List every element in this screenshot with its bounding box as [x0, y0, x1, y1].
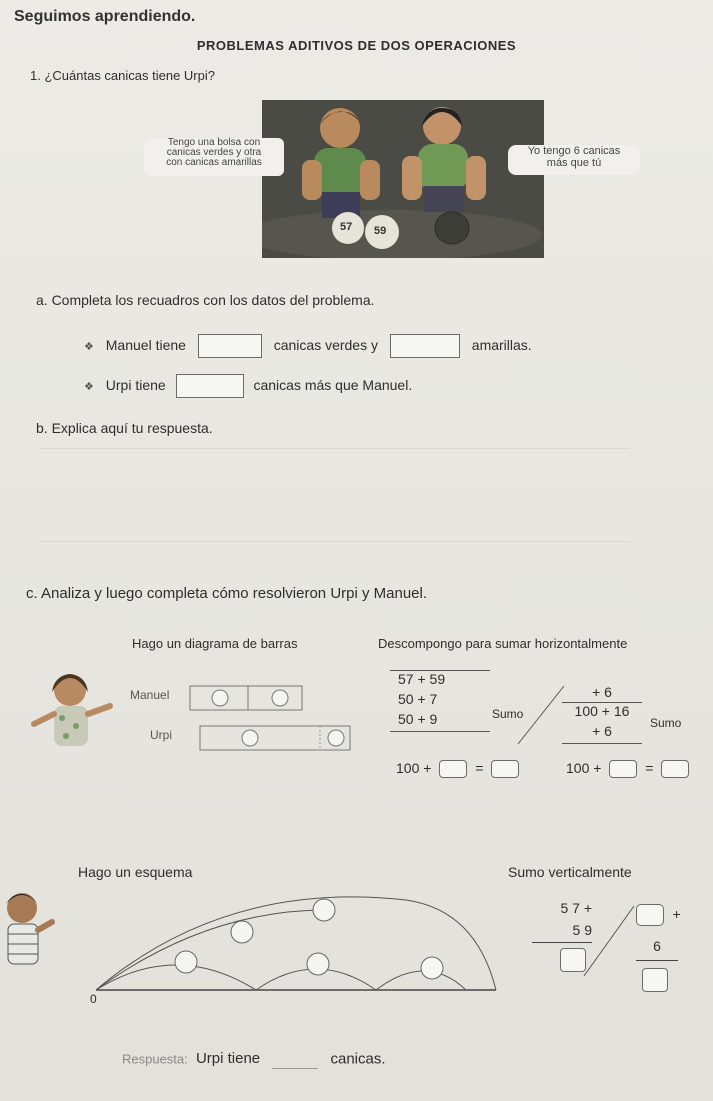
question-1: 1. ¿Cuántas canicas tiene Urpi?: [30, 68, 215, 83]
circle-slot[interactable]: [231, 921, 253, 943]
eq-prefix: 100 +: [396, 760, 432, 776]
eq-box[interactable]: [609, 760, 637, 778]
decompose-line: + 6: [562, 723, 642, 744]
left-bubble-line: con canicas amarillas: [166, 157, 262, 168]
answer-before: Urpi tiene: [195, 1050, 261, 1068]
left-speech-bubble: [144, 138, 284, 176]
right-speech-bubble: [508, 145, 640, 175]
vertical-right: [636, 904, 696, 926]
circle-slot[interactable]: [421, 957, 443, 979]
eq-sign: =: [475, 760, 484, 776]
circle-slot[interactable]: [313, 899, 335, 921]
circle-slot[interactable]: [175, 951, 197, 973]
part-b-label: b. Explica aquí tu respuesta.: [36, 420, 213, 436]
vertical-sum-title: Sumo verticalmente: [508, 864, 632, 880]
line1-middle: canicas verdes y: [273, 337, 378, 353]
bullet-icon: ❖: [84, 381, 94, 393]
eq-result-box[interactable]: [491, 760, 519, 778]
right-bubble-line: más que tú: [546, 157, 602, 169]
eq-box[interactable]: [439, 760, 467, 778]
sumo-label: Sumo: [492, 707, 524, 721]
equation-left: [396, 760, 519, 778]
answer-line: [122, 1050, 386, 1069]
circle-slot[interactable]: [328, 730, 344, 746]
vertical-right-six: 6: [636, 938, 678, 961]
vertical-line: 5 9: [532, 922, 592, 943]
sumo-label: Sumo: [650, 716, 682, 730]
bag-label: 57: [340, 221, 353, 233]
circle-slot[interactable]: [242, 730, 258, 746]
right-bubble-line: Yo tengo 6 canicas: [527, 145, 621, 157]
arc-scheme: [86, 890, 506, 1000]
decompose-line: + 6: [592, 684, 612, 700]
bar-label-manuel: Manuel: [130, 688, 170, 702]
part-a-line-2: [84, 372, 412, 398]
circle-slot[interactable]: [272, 690, 288, 706]
decompose-left-block: [390, 670, 490, 732]
worksheet-title: PROBLEMAS ADITIVOS DE DOS OPERACIONES: [196, 38, 517, 53]
answer-box-difference[interactable]: [176, 374, 244, 398]
answer-box-yellow[interactable]: [390, 334, 460, 358]
part-c-label: c. Analiza y luego completa cómo resolvieron Urpi y Manuel.: [26, 585, 428, 602]
eq-sign: =: [645, 760, 654, 776]
vertical-result-box[interactable]: [642, 968, 668, 992]
scheme-zero: 0: [90, 992, 97, 1006]
answer-after: canicas.: [330, 1050, 386, 1068]
decompose-title: Descompongo para sumar horizontalmente: [378, 636, 628, 651]
bar-label-urpi: Urpi: [150, 728, 173, 742]
bar-diagram: [180, 680, 360, 760]
line2-before: Urpi tiene: [105, 377, 166, 393]
girl-figure: [30, 668, 120, 758]
decompose-arrow: [510, 680, 570, 750]
part-a-label: a. Completa los recuadros con los datos del problema.: [36, 292, 375, 308]
bullet-icon: ❖: [84, 341, 94, 353]
answer-label: Respuesta:: [122, 1051, 188, 1067]
circle-slot[interactable]: [212, 690, 228, 706]
decompose-line: 50 + 7: [398, 691, 438, 707]
answer-box-green[interactable]: [198, 334, 262, 358]
boy-figure: [0, 882, 64, 978]
circle-slot[interactable]: [307, 953, 329, 975]
vertical-plus: +: [672, 906, 681, 923]
decompose-line: 50 + 9: [390, 711, 490, 732]
bag-label: 59: [374, 225, 387, 237]
left-bubble-line: canicas verdes y otra: [166, 147, 262, 158]
equation-right: [566, 760, 689, 778]
left-bubble-line: Tengo una bolsa con: [167, 137, 261, 148]
answer-blank[interactable]: [272, 1050, 318, 1069]
children-marbles-drawing: [262, 100, 544, 258]
vertical-arrow: [580, 900, 640, 980]
line1-before: Manuel tiene: [105, 337, 186, 353]
section-header: Seguimos aprendiendo.: [14, 8, 196, 25]
scheme-title: Hago un esquema: [78, 864, 193, 880]
children-illustration: [166, 100, 621, 258]
part-a-line-1: [84, 332, 532, 358]
line1-after: amarillas.: [471, 337, 532, 353]
decompose-line: 57 + 59: [390, 670, 490, 691]
vertical-line: 5 7 +: [560, 900, 592, 916]
bar-diagram-title: Hago un diagrama de barras: [132, 636, 298, 651]
decompose-line: 100 + 16: [562, 702, 642, 723]
line2-after: canicas más que Manuel.: [253, 377, 413, 393]
decompose-right-block: [562, 684, 642, 744]
vertical-box[interactable]: [636, 904, 664, 926]
eq-result-box[interactable]: [661, 760, 689, 778]
eq-prefix: 100 +: [566, 760, 602, 776]
explanation-area[interactable]: [40, 448, 630, 542]
